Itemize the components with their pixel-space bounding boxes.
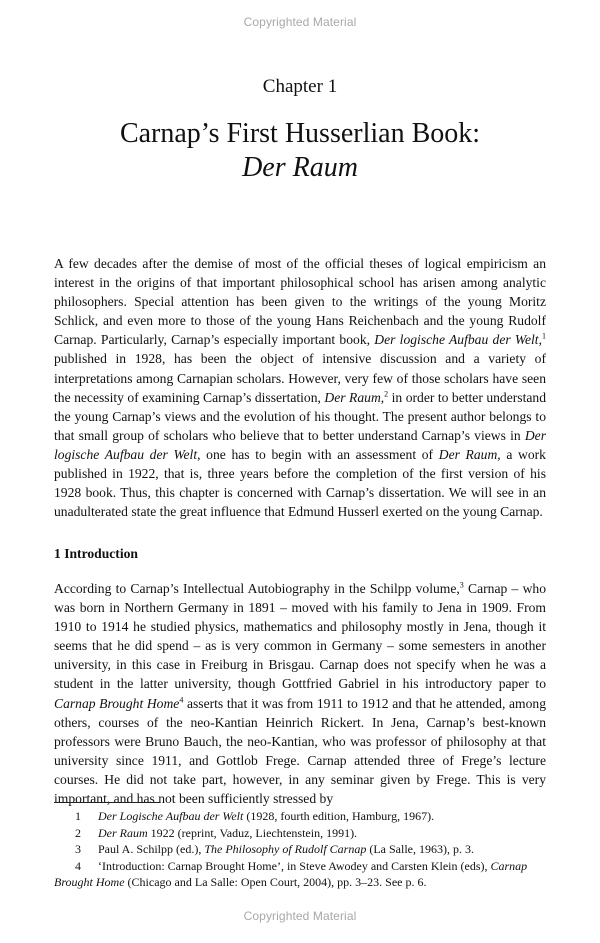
watermark-bottom: Copyrighted Material	[243, 909, 357, 923]
footnote-number: 4	[75, 858, 81, 873]
footnote-number: 2	[75, 825, 81, 840]
footnote-rule	[54, 802, 160, 803]
text-run: A few decades after the demise of most of the official theses of logical empiricism an interest in the origins of that important philosophical school has arisen among analytic philosophers. Special attention has been given to the writings of the young Moritz Schlick, and even more to those of the young Hans Reichenbach and the young Rudolf Carnap. Particularly, Carnap’s especially important book,	[54, 256, 546, 348]
text-run: According to Carnap’s Intellectual Autobiography in the Schilpp volume,	[54, 581, 460, 596]
italic-title: Der Logische Aufbau der Welt	[98, 809, 244, 823]
text-run: published in 1928, has been the object of intensive discussion and a variety of interpretations among Carnapian scholars. However, very few of those scholars have seen the necessity of examining Carnap’s dissertation,	[54, 351, 546, 405]
text-run: in order to better understand the young Carnap’s views and the evolution of his thought. The present author belongs to that small group of scholars who believe that to better understand Carnap’s views in	[54, 389, 546, 443]
text-run: ‘Introduction: Carnap Brought Home’, in Steve Awodey and Carsten Klein (eds),	[98, 858, 491, 873]
italic-title: Der Raum	[324, 389, 381, 405]
section-heading: 1 Introduction	[54, 546, 138, 561]
footnote-ref[interactable]: 2	[384, 389, 389, 399]
text-run: , one has to begin with an assessment of	[197, 446, 439, 462]
footnote-number: 3	[75, 842, 81, 857]
footnote-ref[interactable]: 1	[542, 331, 546, 341]
text-run: 1922 (reprint, Vaduz, Liechtenstein, 1991).	[147, 825, 358, 840]
chapter-title-subtitle: Der Raum	[242, 152, 358, 183]
footnote-2	[54, 825, 546, 842]
footnote-1	[54, 808, 546, 825]
italic-title: Der logische Aufbau der Welt	[54, 427, 546, 462]
text-run: asserts that it was from 1911 to 1912 and that he attended, among others, courses of the neo-Kantian Heinrich Rickert. In Jena, Carnap’s best-known professors were Bruno Bauch, the neo-Kantian, who was professor of philosophy at that university since 1911, and Gottlob Frege. Carnap attended three of Frege’s lecture courses. He did not take part, however, in any seminar given by Frege. This is very important, and has not been sufficiently stressed by	[54, 695, 546, 807]
text-run: (La Salle, 1963), p. 3.	[366, 842, 474, 857]
footnote-3	[54, 841, 546, 858]
footnote-ref[interactable]: 4	[179, 695, 184, 705]
italic-title: Carnap Brought Home	[54, 695, 180, 711]
text-run: ,	[380, 389, 385, 405]
watermark-top: Copyrighted Material	[243, 15, 357, 29]
text-run: (Chicago and La Salle: Open Court, 2004), pp. 3–23. See p. 6.	[124, 875, 427, 890]
footnote-number: 1	[75, 809, 81, 823]
text-run: (1928, fourth edition, Hamburg, 1967).	[243, 809, 435, 823]
intro-paragraph	[54, 579, 546, 808]
italic-title: The Philosophy of Rudolf Carnap	[204, 842, 367, 857]
text-run: Paul A. Schilpp (ed.),	[98, 842, 205, 857]
footnotes	[54, 808, 546, 891]
abstract-paragraph	[54, 254, 546, 521]
italic-title: Carnap Brought Home	[54, 858, 528, 890]
text-run: ,	[538, 332, 542, 348]
italic-title: Der Raum	[98, 825, 148, 840]
chapter-title-main: Carnap’s First Husserlian Book:	[119, 118, 481, 149]
footnote-ref[interactable]: 3	[459, 580, 464, 590]
text-run: , a work published in 1922, that is, three years before the completion of the first version of his 1928 book. Thus, this chapter is concerned with Carnap’s dissertation. We will see in an unadulterated state the great influence that Edmund Husserl exerted on the young Carnap.	[54, 446, 546, 520]
italic-title: Der logische Aufbau der Welt	[374, 332, 539, 348]
chapter-number: Chapter 1	[262, 76, 338, 97]
chapter-title	[0, 117, 600, 185]
italic-title: Der Raum	[438, 446, 498, 462]
text-run: Carnap – who was born in Northern Germany in 1891 – moved with his family to Jena in 1909. From 1910 to 1914 he studied physics, mathematics and philosophy mostly in Jena, though it seems that he did spend – as is very common in Germany – some semesters in another university, in this case in Freiburg in Brisgau. Carnap does not specify when he was a student in the latter university, though Gottfried Gabriel in his introductory paper to	[54, 581, 546, 692]
footnote-4	[54, 858, 546, 891]
